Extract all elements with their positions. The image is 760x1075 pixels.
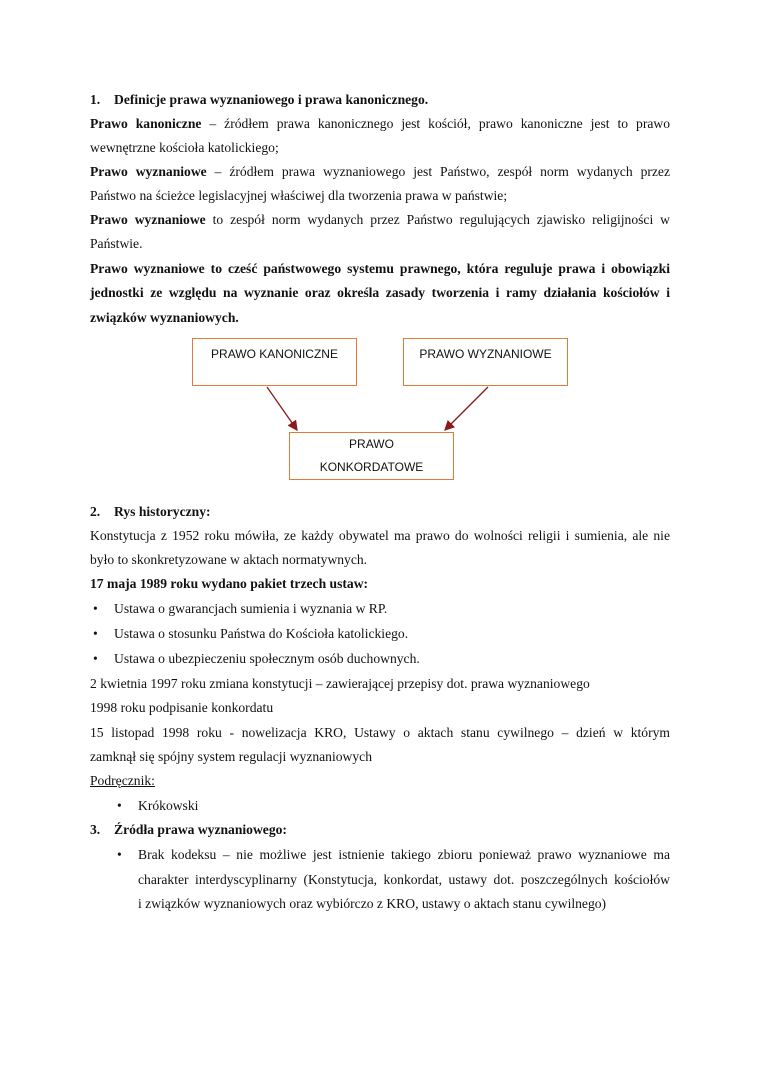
diagram-box-konkordatowe: PRAWO KONKORDATOWE bbox=[289, 432, 454, 480]
sources-line3: i związków wyznaniowych oraz wybiórczo z KRO, ustawy o aktach stanu cywilnego) bbox=[138, 896, 607, 911]
list-item: • Ustawa o gwarancjach sumienia i wyznania w RP. bbox=[90, 597, 387, 621]
list-item: • Krókowski bbox=[114, 794, 198, 818]
para-definition-line3: związków wyznaniowych. bbox=[90, 310, 239, 325]
para-1998-nov-line2: zamknął się spójny system regulacji wyznaniowych bbox=[90, 749, 372, 764]
para-wyznaniowe2-line2: Państwie. bbox=[90, 236, 143, 251]
para-wyznaniowe-line2: Państwo na ścieżce legislacyjnej właściwej dla tworzenia prawa w państwie; bbox=[90, 188, 508, 203]
sources-line2: charakter interdyscyplinarny (Konstytucja, konkordat, ustawy dot. poszczególnych kościołów bbox=[138, 872, 670, 887]
section-1-heading: 1. Definicje prawa wyznaniowego i prawa kanonicznego. bbox=[90, 92, 429, 107]
para-wyznaniowe-line1: Prawo wyznaniowe – źródłem prawa wyznaniowego jest Państwo, zespół norm wydanych przez bbox=[90, 164, 670, 179]
para-1998-nov-line1: 15 listopad 1998 roku - nowelizacja KRO, Ustawy o aktach stanu cywilnego – dzień w którym bbox=[90, 725, 670, 740]
para-kanoniczne-line1: Prawo kanoniczne – źródłem prawa kanonicznego jest kościół, prawo kanoniczne jest to prawo bbox=[90, 116, 671, 131]
bullet-icon: • bbox=[117, 798, 122, 813]
para-1997: 2 kwietnia 1997 roku zmiana konstytucji – zawierającej przepisy dot. prawa wyznaniowego bbox=[90, 676, 590, 691]
para-kanoniczne-line2: wewnętrzne kościoła katolickiego; bbox=[90, 140, 279, 155]
para-wyznaniowe2-line1: Prawo wyznaniowe to zespół norm wydanych przez Państwo regulujących zjawisko religijności w bbox=[90, 212, 670, 227]
sources-line1: Brak kodeksu – nie możliwe jest istnienie takiego zbioru ponieważ prawo wyznaniowe ma bbox=[138, 847, 670, 862]
diagram-box-wyznaniowe: PRAWO WYZNANIOWE bbox=[403, 338, 568, 386]
bullet-icon: • bbox=[93, 601, 98, 616]
para-1989: 17 maja 1989 roku wydano pakiet trzech ustaw: bbox=[90, 576, 369, 591]
para-konstytucja-line1: Konstytucja z 1952 roku mówiła, ze każdy obywatel ma prawo do wolności religii i sumienia, ale nie bbox=[90, 528, 670, 543]
list-item: • Ustawa o stosunku Państwa do Kościoła katolickiego. bbox=[90, 622, 408, 646]
arrow-kanoniczne bbox=[267, 387, 297, 430]
para-definition-line2: jednostki ze względu na wyznanie oraz określa zasady tworzenia i ramy działania kościołów i bbox=[90, 285, 670, 300]
para-1998: 1998 roku podpisanie konkordatu bbox=[90, 700, 274, 715]
para-definition-line1: Prawo wyznaniowe to cześć państwowego systemu prawnego, która reguluje prawa i obowiązki bbox=[90, 261, 670, 276]
bullet-icon: • bbox=[93, 651, 98, 666]
bullet-icon: • bbox=[93, 626, 98, 641]
arrow-wyznaniowe bbox=[445, 387, 488, 430]
section-2-heading: 2. Rys historyczny: bbox=[90, 504, 211, 519]
para-konstytucja-line2: było to skonkretyzowane w aktach normatywnych. bbox=[90, 552, 368, 567]
bullet-icon: • bbox=[117, 847, 122, 862]
list-item: • Ustawa o ubezpieczeniu społecznym osób duchownych. bbox=[90, 647, 420, 671]
section-3-heading: 3. Źródła prawa wyznaniowego: bbox=[90, 822, 287, 837]
diagram-box-kanoniczne: PRAWO KANONICZNE bbox=[192, 338, 357, 386]
handbook-label: Podręcznik: bbox=[90, 773, 155, 788]
